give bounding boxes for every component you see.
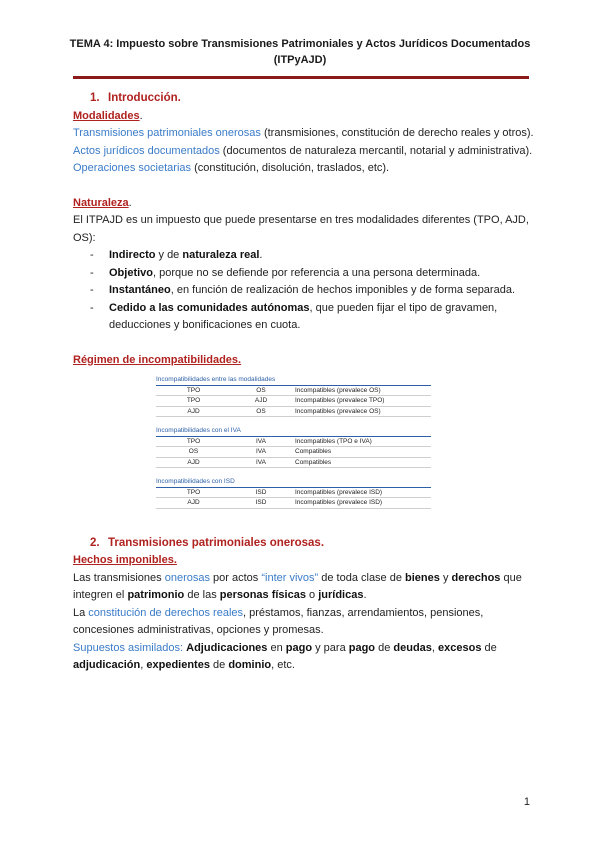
table-cell: Incompatibles (prevalece OS) (291, 386, 431, 396)
highlight-text: Supuestos asimilados: (73, 641, 184, 654)
spacer (73, 178, 535, 195)
table-row (156, 437, 431, 447)
modalidades-label-end: . (139, 109, 143, 122)
text-run: , préstamos, fianzas, arrendamientos, pensiones, concesiones administrativas, opciones y promesas. (73, 606, 484, 636)
naturaleza-bullet (73, 282, 535, 300)
table-cell: IVA (231, 457, 291, 468)
table-cell: OS (231, 386, 291, 396)
naturaleza-bullet-list (73, 247, 535, 335)
table-row (156, 498, 431, 509)
text-run: , porque no se defiende por referencia a una persona determinada. (153, 266, 481, 279)
bold-text: derechos (451, 571, 501, 584)
bold-text: Objetivo (109, 266, 154, 279)
table-cell: TPO (156, 396, 231, 407)
text-run: y para (312, 641, 349, 654)
hechos-paragraph-1 (73, 570, 535, 605)
bold-text: pago (285, 641, 313, 654)
highlight-text: constitución de derechos reales (88, 606, 244, 619)
text-run: de las (184, 589, 220, 601)
modalidades-label: Modalidades (73, 109, 140, 122)
table-cell: ISD (231, 498, 291, 509)
text-run: que integren el (73, 571, 522, 601)
table-cell: AJD (156, 406, 231, 417)
table-row (156, 386, 431, 396)
hechos-paragraph-2 (73, 605, 535, 640)
modalidad-term: Transmisiones patrimoniales onerosas (73, 127, 261, 139)
table-cell: Incompatibles (TPO e IVA) (291, 437, 431, 447)
bold-text: expedientes (146, 659, 210, 671)
section-2-title: Transmisiones patrimoniales onerosas. (108, 536, 325, 549)
bold-text: Indirecto (109, 249, 156, 261)
section-2-heading (73, 535, 535, 553)
hechos-label: Hechos imponibles. (73, 554, 177, 566)
bold-text: bienes (405, 571, 440, 584)
highlight-text: “inter vivos” (261, 571, 319, 584)
hechos-paragraph-3 (73, 640, 535, 675)
section-1-title: Introducción. (108, 92, 181, 104)
table-row (156, 488, 431, 498)
bullet-dash: - (90, 249, 94, 261)
section-2-number: 2. (90, 536, 100, 549)
text-run: y (439, 571, 452, 584)
modalidad-term: Actos jurídicos documentados (73, 144, 220, 157)
naturaleza-bullet (73, 265, 535, 283)
modalidades-list (73, 125, 535, 178)
page-number: 1 (523, 796, 530, 808)
incompatibility-group-title: Incompatibilidades con ISD (156, 477, 431, 488)
table-cell: Incompatibles (prevalece OS) (291, 406, 431, 417)
bullet-dash: - (90, 301, 94, 314)
modalidad-description: (constitución, disolución, traslados, etc). (191, 162, 390, 174)
table-row (156, 396, 431, 407)
text-run: , (140, 659, 147, 671)
table-cell: Compatibles (291, 447, 431, 458)
incompatibility-rows (156, 437, 431, 469)
incompatibility-group (156, 375, 431, 417)
modalidad-description: (transmisiones, constitución de derecho reales y otros). (260, 127, 534, 139)
table-cell: AJD (231, 396, 291, 407)
document-body (73, 90, 535, 675)
naturaleza-bullet (73, 300, 535, 335)
bold-text: Adjudicaciones (186, 641, 268, 654)
incompatibility-group (156, 426, 431, 468)
text-run: . (259, 249, 263, 261)
section-1-heading (73, 90, 535, 108)
bold-text: dominio (228, 659, 272, 671)
regimen-heading (73, 352, 535, 370)
bold-text: deudas (393, 641, 432, 654)
table-cell: Incompatibles (prevalece ISD) (291, 488, 431, 498)
naturaleza-label: Naturaleza (73, 196, 129, 209)
text-run: por actos (209, 571, 262, 584)
bold-text: patrimonio (127, 589, 185, 601)
incompatibility-group-title: Incompatibilidades entre las modalidades (156, 375, 431, 386)
text-run: , etc. (271, 659, 295, 671)
text-run: en (267, 641, 286, 654)
bold-text: Cedido a las comunidades autónomas (109, 301, 310, 314)
table-cell: OS (231, 406, 291, 417)
table-cell: TPO (156, 386, 231, 396)
bold-text: excesos (438, 641, 482, 654)
table-row (156, 457, 431, 468)
regimen-label: Régimen de incompatibilidades. (73, 353, 242, 366)
text-run: y de (155, 249, 183, 261)
modalidad-term: Operaciones societarias (73, 162, 192, 174)
table-row (156, 447, 431, 458)
modalidad-description: (documentos de naturaleza mercantil, notarial y administrativa). (219, 144, 533, 157)
bold-text: naturaleza real (182, 249, 260, 261)
bullet-dash: - (90, 284, 94, 296)
spacer (73, 335, 535, 352)
incompatibility-group-title: Incompatibilidades con el IVA (156, 426, 431, 437)
highlight-text: onerosas (164, 571, 210, 584)
naturaleza-heading (73, 195, 535, 213)
section-1-number: 1. (90, 92, 100, 104)
incompatibility-rows (156, 386, 431, 418)
table-row (156, 406, 431, 417)
text-run: , que pueden fijar el tipo de gravamen, deducciones y bonificaciones en cuota. (109, 301, 498, 331)
spacer (73, 518, 535, 535)
text-run: de (375, 641, 394, 654)
document-title-line-1: TEMA 4: Impuesto sobre Transmisiones Patrimoniales y Actos Jurídicos Documentados (69, 38, 531, 50)
text-run: . (363, 589, 367, 601)
incompatibility-rows (156, 488, 431, 509)
bullet-dash: - (90, 266, 94, 279)
naturaleza-intro: El ITPAJD es un impuesto que puede presentarse en tres modalidades diferentes (TPO, AJD, OS): (73, 214, 529, 244)
text-run: de toda clase de (318, 571, 406, 584)
table-cell: AJD (156, 457, 231, 468)
table-cell: TPO (156, 437, 231, 447)
table-cell: IVA (231, 437, 291, 447)
naturaleza-label-end: . (128, 196, 132, 209)
table-cell: AJD (156, 498, 231, 509)
modalidades-heading (73, 108, 535, 126)
incompatibility-group (156, 477, 431, 509)
table-cell: Incompatibles (prevalece ISD) (291, 498, 431, 509)
table-cell: Compatibles (291, 457, 431, 468)
table-cell: IVA (231, 447, 291, 458)
text-run: , (431, 641, 439, 654)
bold-text: pago (348, 641, 376, 654)
text-run: Las transmisiones (73, 571, 165, 584)
table-cell: TPO (156, 488, 231, 498)
table-cell: Incompatibles (prevalece TPO) (291, 396, 431, 407)
bold-text: personas físicas (219, 589, 306, 601)
incompatibilities-table (156, 375, 431, 509)
text-run: , en función de realización de hechos imponibles y de forma separada. (170, 284, 515, 296)
bold-text: jurídicas (318, 589, 364, 601)
table-cell: ISD (231, 488, 291, 498)
document-title (60, 36, 540, 68)
modalidad-item (73, 160, 535, 178)
naturaleza-bullet (73, 247, 535, 265)
modalidad-item (73, 125, 535, 143)
title-divider (73, 76, 529, 79)
text-run: de (481, 641, 497, 654)
text-run: de (209, 659, 229, 671)
text-run: o (305, 589, 319, 601)
table-cell: OS (156, 447, 231, 458)
hechos-heading (73, 552, 535, 570)
modalidad-item (73, 143, 535, 161)
text-run: La (73, 606, 89, 619)
document-title-line-2: (ITPyAJD) (273, 54, 327, 66)
bold-text: Instantáneo (109, 284, 171, 296)
bold-text: adjudicación (73, 659, 141, 671)
